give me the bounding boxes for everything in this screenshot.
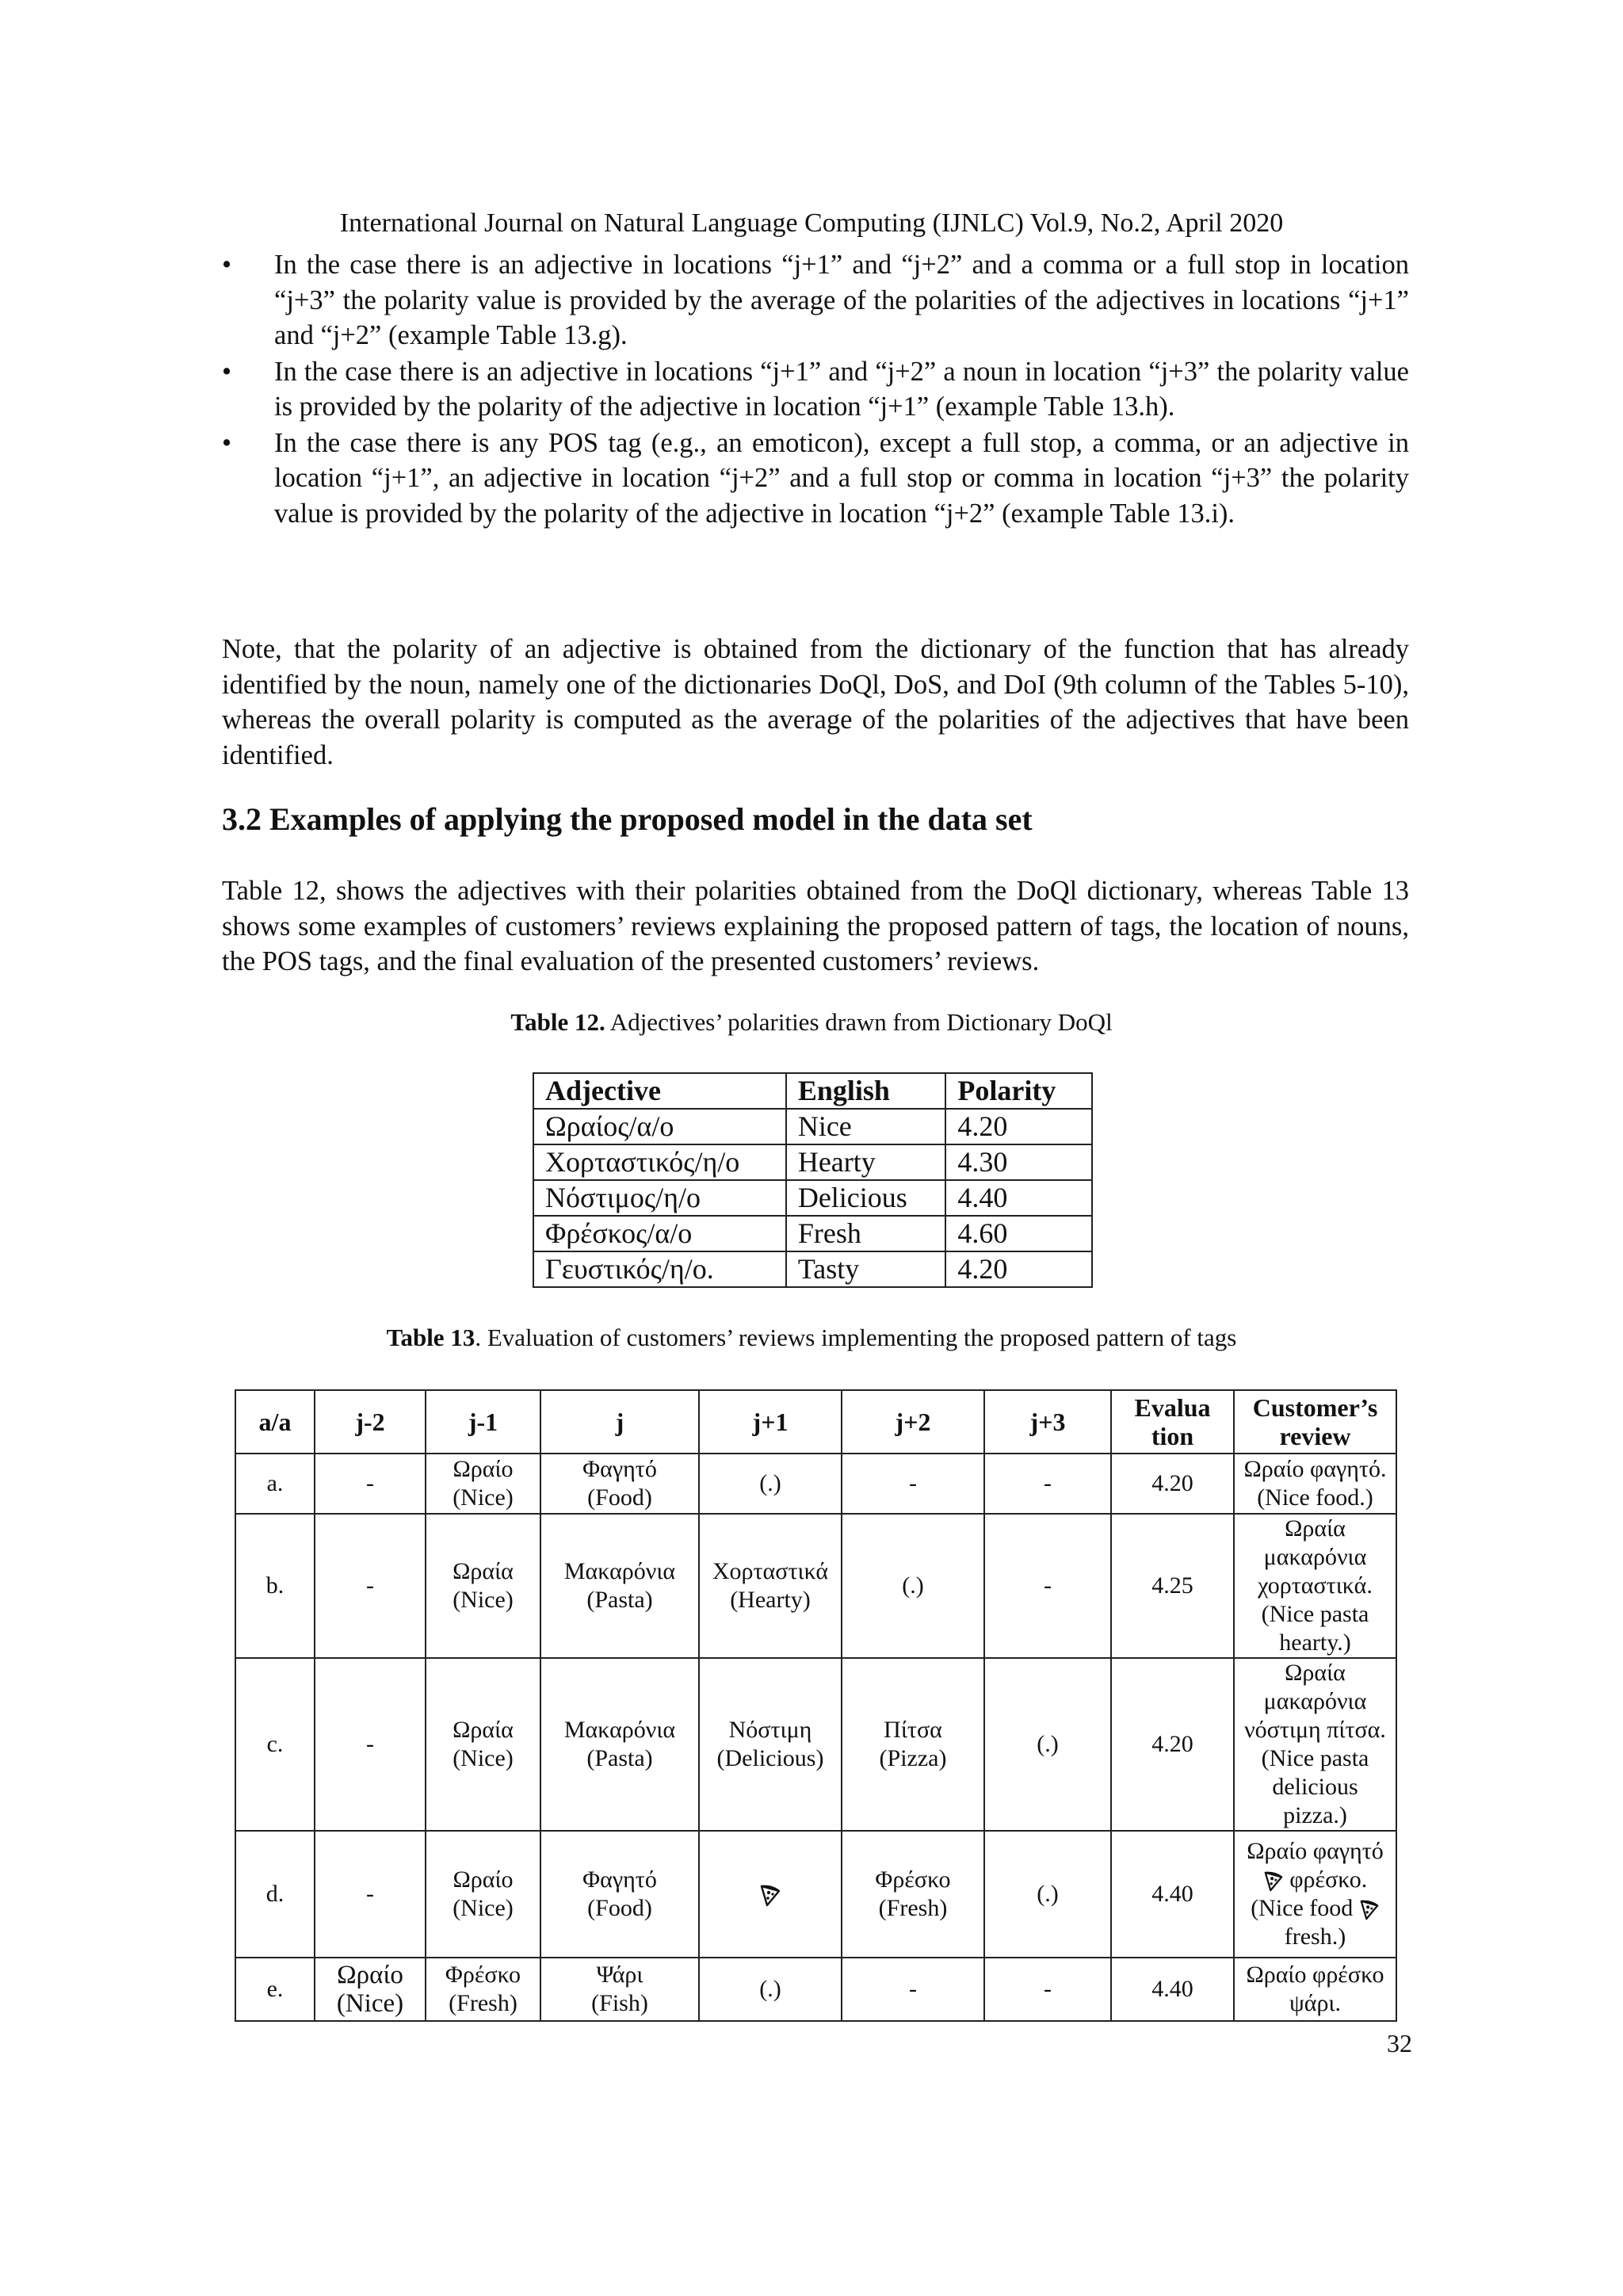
section-paragraph: Table 12, shows the adjectives with their polarities obtained from the DoQl dictionary, whereas Table 13 shows some examples of customers’ reviews explaining the proposed pattern of tags, the location of nouns, the POS tags, and the final evaluation of the presented customers’ reviews.	[222, 876, 1409, 976]
pizza-icon	[1263, 1870, 1284, 1893]
journal-header: International Journal on Natural Language Computing (IJNLC) Vol.9, No.2, April 2020	[339, 208, 1284, 238]
table-row: Φρέσκος/α/ο Fresh 4.60	[533, 1216, 1092, 1251]
table-row: Νόστιμος/η/ο Delicious 4.40	[533, 1180, 1092, 1216]
table-row: Χορταστικός/η/ο Hearty 4.30	[533, 1144, 1092, 1180]
column-header: Adjective	[533, 1073, 786, 1109]
column-header: j+1	[699, 1390, 842, 1454]
pizza-icon	[759, 1884, 781, 1908]
table-row: Γευστικός/η/ο. Tasty 4.20	[533, 1251, 1092, 1287]
table-row: b. - Ωραία (Nice) Μακαρόνια (Pasta) Χορταστικά (Hearty) (.) - 4.25 Ωραία μακαρόνια χορταστικά. (Nice pasta hearty.)	[235, 1514, 1396, 1658]
section-title: 3.2 Examples of applying the proposed model in the data set	[222, 801, 1033, 837]
table13-caption: Table 13. Evaluation of customers’ reviews implementing the proposed pattern of tags	[386, 1324, 1237, 1351]
rules-bullet-list	[222, 247, 1409, 532]
table-header-row	[235, 1390, 1396, 1454]
column-header: j-1	[426, 1390, 540, 1454]
bullet-dot-icon: •	[222, 356, 232, 387]
review-evaluation-table	[235, 1389, 1397, 2022]
note-paragraph: Note, that the polarity of an adjective is obtained from the dictionary of the function that has already identified by the noun, namely one of the dictionaries DoQl, DoS, and DoI (9th column of the Tables 5-10), whereas the overall polarity is computed as the average of the polarities of the adjectives that have been identified.	[222, 634, 1409, 770]
column-header: Polarity	[945, 1073, 1092, 1109]
table12-caption: Table 12. Adjectives’ polarities drawn from Dictionary DoQl	[510, 1008, 1113, 1036]
table-header-row	[533, 1073, 1092, 1109]
bullet-dot-icon: •	[222, 427, 232, 458]
bullet-dot-icon: •	[222, 250, 232, 280]
table-row: e. Ωραίο (Nice) Φρέσκο (Fresh) Ψάρι (Fish) (.) - - 4.40 Ωραίο φρέσκο ψάρι.	[235, 1958, 1396, 2021]
column-header: Customer’s review	[1234, 1390, 1396, 1454]
adjective-polarity-table	[533, 1072, 1093, 1288]
column-header: j+2	[842, 1390, 984, 1454]
page-number: 32	[1387, 2029, 1412, 2057]
bullet-item: • In the case there is an adjective in locations “j+1” and “j+2” a noun in location “j+3” the polarity value is provided by the polarity of the adjective in location “j+1” (example Table 13.h).	[222, 354, 1409, 425]
table-row: c. - Ωραία (Nice) Μακαρόνια (Pasta) Νόστιμη (Delicious) Πίτσα (Pizza) (.) 4.20 Ωραία μακαρόνια νόστιμη πίτσα. (Nice pasta delicious pizza.)	[235, 1658, 1396, 1831]
column-header: English	[786, 1073, 946, 1109]
table-row: d. - Ωραίο (Nice) Φαγητό (Food) Φρέσκο (Fresh) (.) 4.40 Ωραίο φαγητό φρέσκο. (Nice food fresh.)	[235, 1831, 1396, 1958]
table-row: a. - Ωραίο (Nice) Φαγητό (Food) (.) - - 4.20 Ωραίο φαγητό. (Nice food.)	[235, 1454, 1396, 1514]
column-header: Evalua tion	[1111, 1390, 1234, 1454]
column-header: j	[540, 1390, 699, 1454]
table-row: Ωραίος/α/ο Nice 4.20	[533, 1109, 1092, 1144]
column-header: j+3	[984, 1390, 1111, 1454]
column-header: a/a	[235, 1390, 315, 1454]
column-header: j-2	[315, 1390, 426, 1454]
bullet-item: • In the case there is any POS tag (e.g., an emoticon), except a full stop, a comma, or an adjective in location “j+1”, an adjective in location “j+2” and a full stop or comma in location “j+3” the polarity value is provided by the polarity of the adjective in location “j+2” (example Table 13.i).	[222, 426, 1409, 532]
bullet-item: • In the case there is an adjective in locations “j+1” and “j+2” and a comma or a full stop in location “j+3” the polarity value is provided by the average of the polarities of the adjectives in locations “j+1” and “j+2” (example Table 13.g).	[222, 247, 1409, 353]
pizza-icon	[1359, 1899, 1380, 1921]
